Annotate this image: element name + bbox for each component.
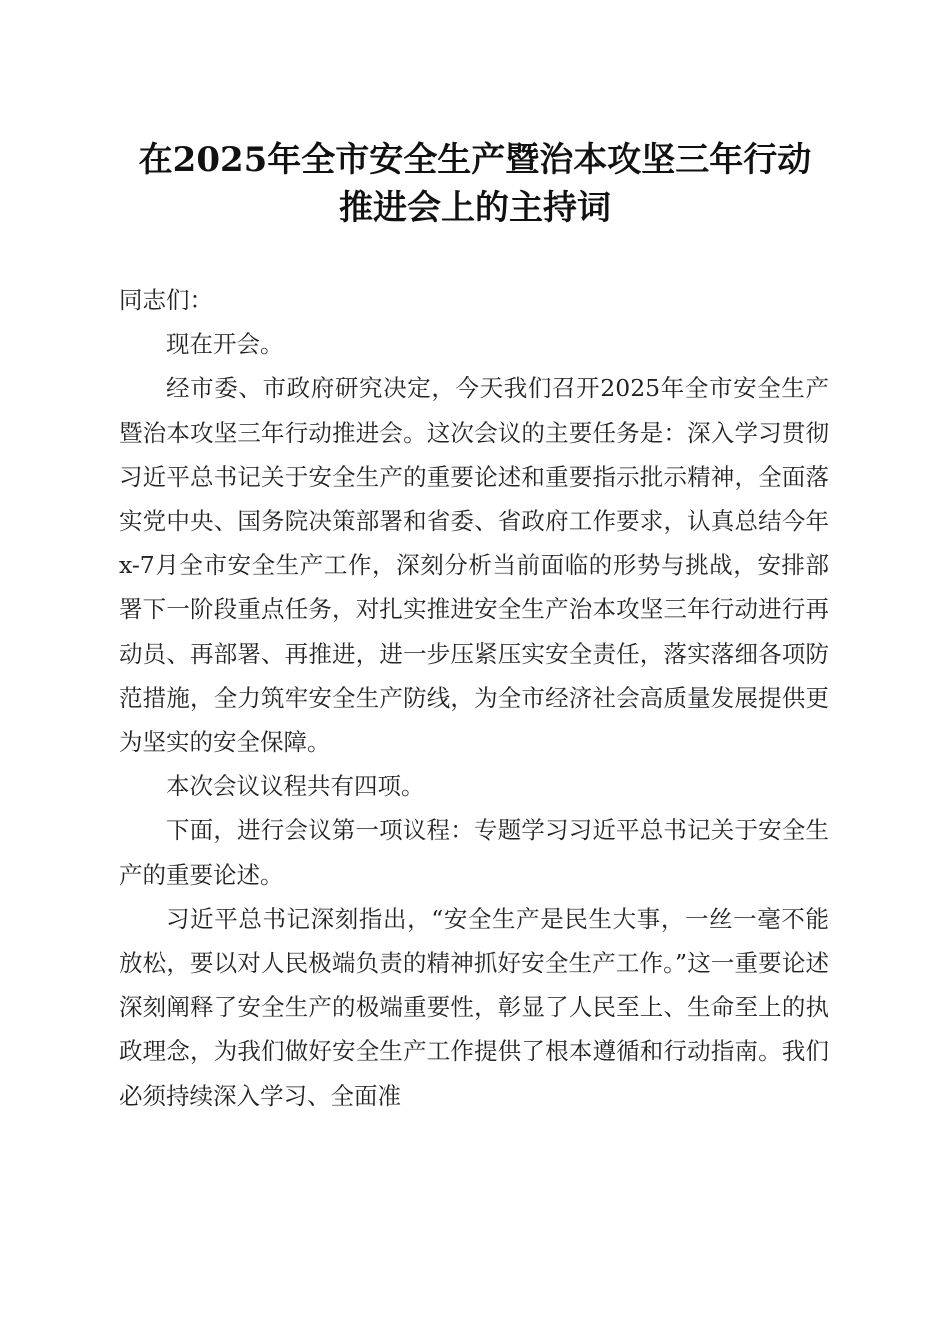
paragraph-first-item: 下面，进行会议第一项议程：专题学习习近平总书记关于安全生产的重要论述。 (119, 816, 829, 889)
paragraph-meeting-purpose: 经市委、市政府研究决定，今天我们召开2025年全市安全生产暨治本攻坚三年行动推进会。这次会议的主要任务是：深入学习贯彻习近平总书记关于安全生产的重要论述和重要指示批示精神，全面落实党中央、国务院决策部署和省委、省政府工作要求，认真总结今年x-7月全市安全生产工作，深刻分析当前面临的形势与挑战，安排部署下一阶段重点任务，对扎实推进安全生产治本攻坚三年行动进行再动员、再部署、再推进，进一步压紧压实安全责任，落实落细各项防范措施，全力筑牢安全生产防线，为全市经济社会高质量发展提供更为坚实的安全保障。 (119, 374, 829, 757)
salutation: 同志们： (119, 286, 213, 314)
paragraph-opening: 现在开会。 (166, 330, 284, 359)
document-title (0, 136, 950, 232)
title-line-1: 在2025年全市安全生产暨治本攻坚三年行动 (138, 140, 812, 180)
paragraph-quote: 习近平总书记深刻指出，“安全生产是民生大事，一丝一毫不能放松，要以对人民极端负责的精神抓好安全生产工作。”这一重要论述深刻阐释了安全生产的极端重要性，彰显了人民至上、生命至上的执政理念，为我们做好安全生产工作提供了根本遵循和行动指南。我们必须持续深入学习、全面准 (119, 904, 829, 1110)
title-line-2: 推进会上的主持词 (339, 188, 611, 228)
paragraph-agenda: 本次会议议程共有四项。 (166, 772, 425, 801)
document-body (119, 278, 829, 1118)
